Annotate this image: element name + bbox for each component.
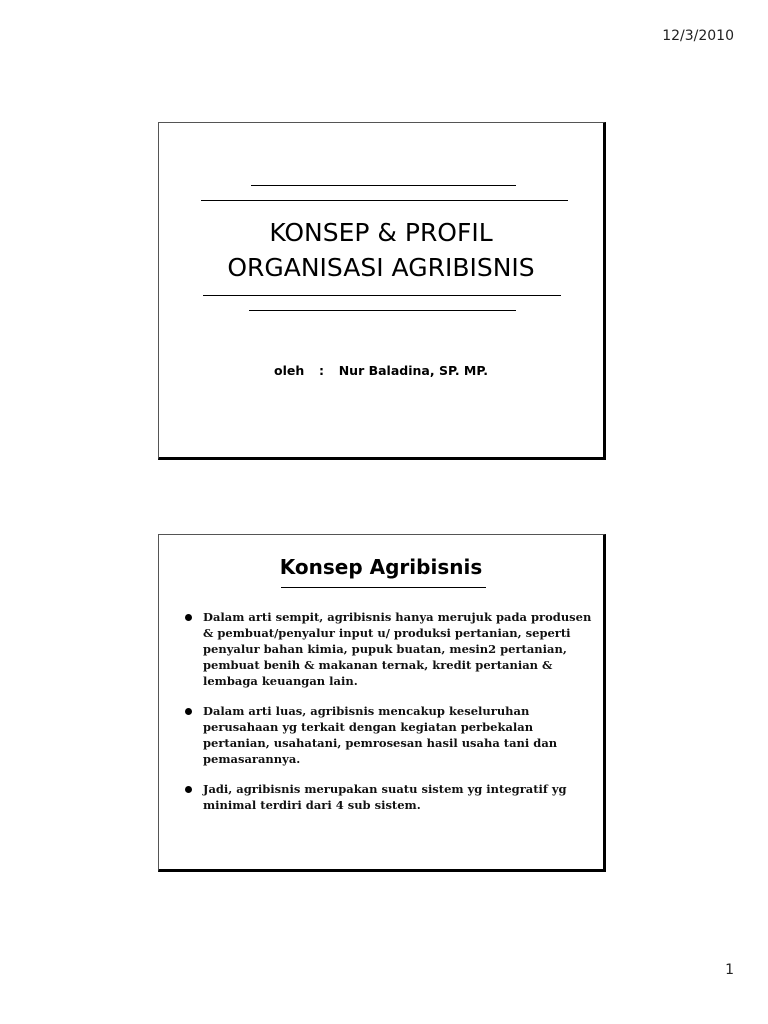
title-line-2: ORGANISASI AGRIBISNIS — [227, 253, 535, 282]
bullet-list — [183, 609, 603, 827]
slide-title: Konsep Agribisnis — [279, 555, 483, 579]
title-line-1: KONSEP & PROFIL — [269, 218, 493, 247]
author-separator: : — [319, 363, 324, 378]
decorative-rule — [201, 200, 568, 201]
author-name: Nur Baladina, SP. MP. — [338, 363, 488, 378]
bullet-text: Dalam arti sempit, agribisnis hanya merujuk pada produsen & pembuat/penyalur input u/ produksi pertanian, seperti penyalur bahan kimia, pupuk buatan, mesin2 pertanian, pembuat benih & makanan ternak, kredit pertanian & lembaga keuangan lain. — [203, 610, 592, 688]
bullet-icon — [185, 708, 192, 715]
bullet-item — [183, 703, 603, 767]
title-underline — [281, 587, 486, 588]
author-prefix: oleh — [274, 363, 305, 378]
author-line — [159, 363, 603, 378]
title-slide — [158, 122, 606, 460]
bullet-text: Dalam arti luas, agribisnis mencakup keseluruhan perusahaan yg terkait dengan kegiatan perbekalan pertanian, usahatani, pemrosesan hasil usaha tani dan pemasarannya. — [203, 704, 558, 766]
page-date: 12/3/2010 — [662, 28, 734, 44]
concept-slide — [158, 534, 606, 872]
bullet-item — [183, 609, 603, 689]
decorative-rule — [203, 295, 561, 296]
slide-title — [159, 215, 603, 285]
bullet-icon — [185, 614, 192, 621]
decorative-rule — [251, 185, 516, 186]
page-number: 1 — [725, 962, 734, 978]
bullet-item — [183, 781, 603, 813]
decorative-rule — [249, 310, 516, 311]
bullet-icon — [185, 786, 192, 793]
bullet-text: Jadi, agribisnis merupakan suatu sistem yg integratif yg minimal terdiri dari 4 sub sistem. — [203, 782, 567, 812]
